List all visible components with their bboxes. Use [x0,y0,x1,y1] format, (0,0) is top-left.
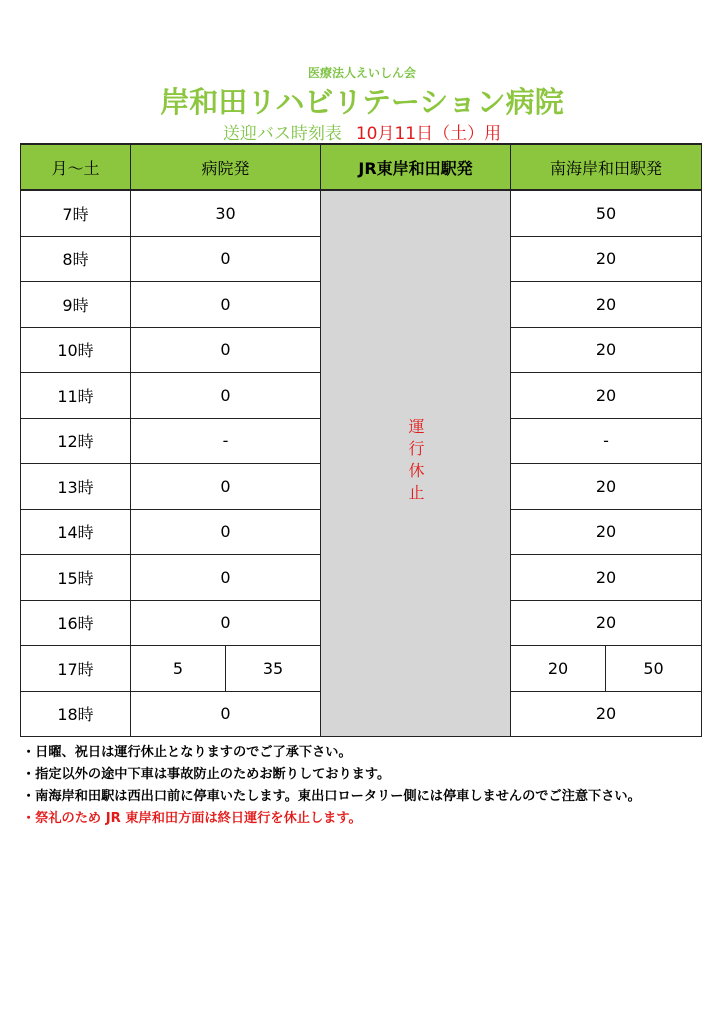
hospital-time-cell: 0 [131,327,321,373]
hour-cell: 14時 [21,509,131,555]
note-item: ・指定以外の途中下車は事故防止のためお断りしております。 [22,767,391,782]
hospital-time-cell: 0 [131,236,321,282]
hour-cell: 9時 [21,282,131,328]
hospital-time-cell: 0 [131,555,321,601]
nankai-time-cell: - [511,418,702,464]
hour-cell: 13時 [21,464,131,510]
nankai-time-cell: 20 [511,600,702,646]
organization-name: 医療法人えいしん会 [307,66,416,80]
nankai-time-cell: 20 [511,555,702,601]
hospital-time-cell: 5 [131,646,226,692]
hospital-time-cell: 0 [131,509,321,555]
nankai-time-cell: 20 [511,373,702,419]
hospital-time-cell: 0 [131,600,321,646]
hospital-time-cell: 0 [131,464,321,510]
subtitle-date: 10月11日（土）用 [355,124,502,144]
note-item: ・南海岸和田駅は西出口前に停車いたします。東出口ロータリー側には停車しませんのでご注意下さい。 [22,789,641,804]
hospital-time-cell: 0 [131,373,321,419]
hour-cell: 15時 [21,555,131,601]
notes [22,742,682,830]
hour-cell: 11時 [21,373,131,419]
header-day: 月～土 [21,144,131,190]
nankai-time-cell: 20 [511,327,702,373]
hospital-time-cell: 35 [226,646,321,692]
table-body [21,190,702,737]
note-item: ・日曜、祝日は運行休止となりますのでご了承下さい。 [22,745,352,760]
nankai-time-cell: 20 [511,691,702,737]
hour-cell: 7時 [21,190,131,236]
nankai-time-cell: 50 [511,190,702,236]
hour-cell: 16時 [21,600,131,646]
subtitle [0,119,724,144]
note-red: ・祭礼のため JR 東岸和田方面は終日運行を休止します。 [22,811,362,826]
subtitle-label: 送迎バス時刻表 [222,124,342,144]
hospital-time-cell: - [131,418,321,464]
hour-cell: 17時 [21,646,131,692]
jr-suspended-label: 運行休止 [406,417,426,506]
nankai-time-cell: 20 [511,464,702,510]
hospital-time-cell: 0 [131,691,321,737]
header-nankai: 南海岸和田駅発 [511,144,702,190]
jr-suspended-cell [321,190,511,737]
table-header-row [21,144,702,190]
nankai-time-cell: 50 [606,646,702,692]
nankai-time-cell: 20 [511,646,606,692]
hour-cell: 18時 [21,691,131,737]
nankai-time-cell: 20 [511,509,702,555]
header-hospital: 病院発 [131,144,321,190]
header-jr: JR東岸和田駅発 [321,144,511,190]
timetable [20,143,702,737]
hour-cell: 10時 [21,327,131,373]
hospital-time-cell: 0 [131,282,321,328]
hospital-title: 岸和田リハビリテーション病院 [160,85,564,119]
hour-cell: 8時 [21,236,131,282]
nankai-time-cell: 20 [511,282,702,328]
hospital-time-cell: 30 [131,190,321,236]
hour-cell: 12時 [21,418,131,464]
table-row [21,190,702,236]
nankai-time-cell: 20 [511,236,702,282]
